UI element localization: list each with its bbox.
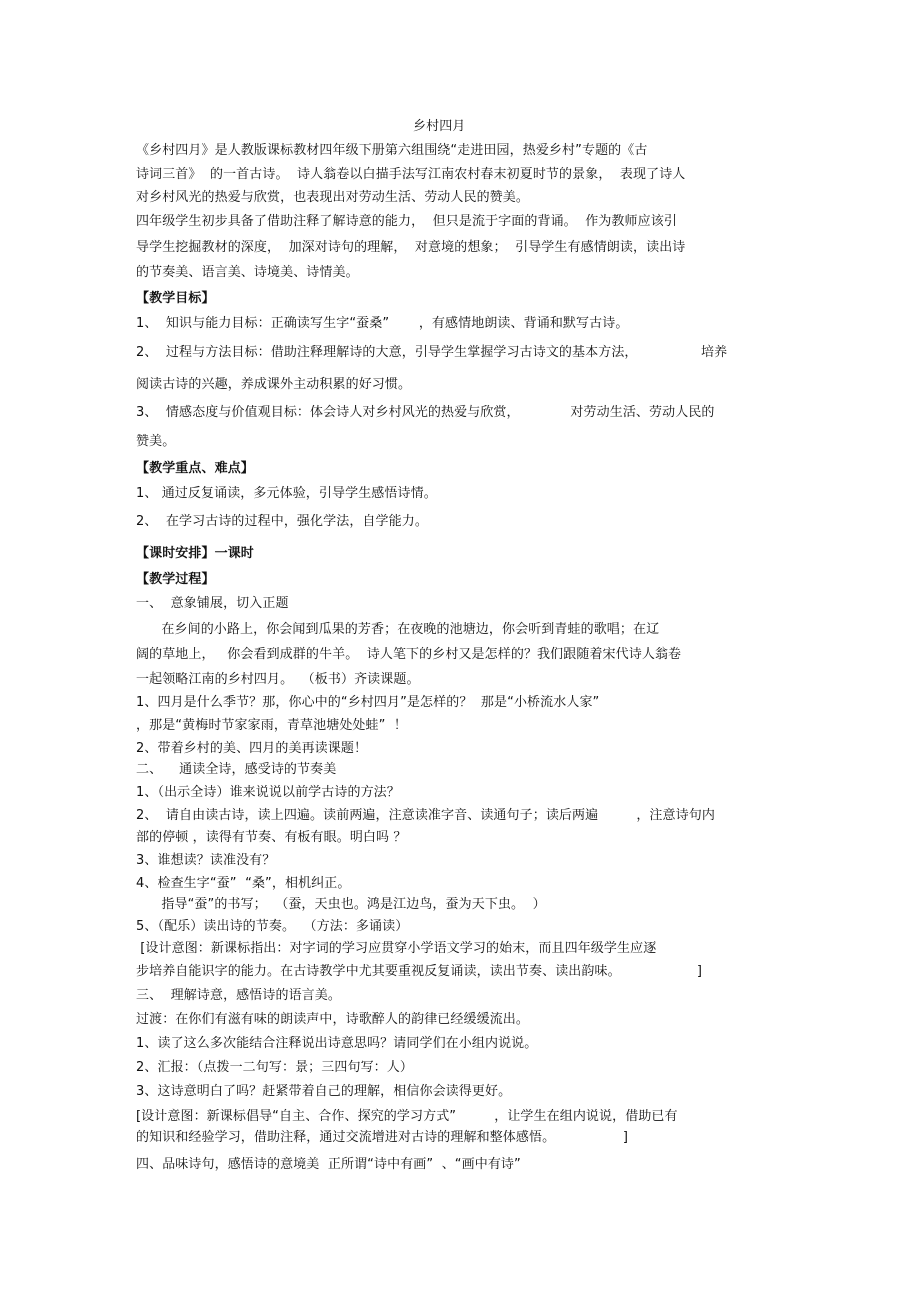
- document-title: 乡村四月: [413, 119, 466, 134]
- keypoint-line-2: 2、 在学习古诗的过程中，强化学法，自学能力。: [136, 514, 428, 529]
- process-line-5: ，那是“黄梅时节家家雨，青草池塘处处蛙” ！: [136, 718, 408, 733]
- process-line-13: 5、（配乐）读出诗的节奏。 （方法：多诵读）: [136, 919, 409, 934]
- intro-line-4: 四年级学生初步具备了借助注释了解诗意的能力， 但只是流于字面的背诵。 作为教师应该引: [136, 214, 677, 229]
- goal-line-3: 阅读古诗的兴趣，养成课外主动积累的好习惯。: [136, 377, 412, 392]
- goal-line-4: 3、 情感态度与价值观目标：体会诗人对乡村风光的热爱与欣赏， 对劳动生活、劳动人民的: [136, 405, 715, 420]
- process-line-1: 在乡间的小路上，你会闻到瓜果的芳香；在夜晚的池塘边，你会听到青蛙的歌唱；在辽: [136, 622, 660, 637]
- process-line-11: 4、检查生字“蚕” “桑”，相机纠正。: [136, 876, 351, 891]
- process-line-15: 1、读了这么多次能结合注释说出诗意思吗？请同学们在小组内说说。: [136, 1036, 538, 1051]
- process-step-2-heading: 二、 通读全诗，感受诗的节奏美: [136, 762, 337, 777]
- design-note-1-line-2: 步培养自能识字的能力。在古诗教学中尤其要重视反复诵读，读出节奏、读出韵味。 ]: [136, 964, 703, 979]
- intro-line-1: 《乡村四月》是人教版课标教材四年级下册第六组围绕“走进田园，热爱乡村”专题的《古: [136, 143, 648, 158]
- goal-line-5: 赞美。: [136, 434, 176, 449]
- process-line-17: 3、这诗意明白了吗？赶紧带着自己的理解，相信你会读得更好。: [136, 1084, 512, 1099]
- design-note-2-line-1: [设计意图：新课标倡导“自主、合作、探究的学习方式” ，让学生在组内说说，借助已有: [136, 1109, 678, 1124]
- section-heading-schedule: 【课时安排】一课时: [136, 546, 254, 561]
- process-step-3-heading: 三、 理解诗意，感悟诗的语言美。: [136, 988, 341, 1003]
- intro-line-2: 诗词三首》 的一首古诗。 诗人翁卷以白描手法写江南农村春末初夏时节的景象， 表现了诗人: [136, 167, 686, 182]
- process-line-16: 2、汇报：（点拨一二句写：景；三四句写：人）: [136, 1060, 413, 1075]
- design-note-2-line-2: 的知识和经验学习，借助注释，通过交流增进对古诗的理解和整体感悟。 ]: [136, 1130, 629, 1145]
- keypoint-line-1: 1、 通过反复诵读，多元体验，引导学生感悟诗情。: [136, 486, 437, 501]
- section-heading-keypoints: 【教学重点、难点】: [136, 461, 254, 476]
- process-line-10: 3、谁想读？读准没有？: [136, 853, 276, 868]
- process-line-8: 2、 请自由读古诗，读上四遍。读前两遍，注意读准字音、读通句子；读后两遍 ，注意诗句内: [136, 808, 715, 823]
- intro-line-5: 导学生挖掘教材的深度， 加深对诗句的理解， 对意境的想象； 引导学生有感情朗读，读出诗: [136, 240, 686, 255]
- section-heading-process: 【教学过程】: [136, 572, 215, 587]
- process-line-12: 指导“蚕”的书写； （蚕，天虫也。鸿是江边鸟，蚕为天下虫。 ）: [136, 897, 546, 912]
- intro-line-3: 对乡村风光的热爱与欣赏，也表现出对劳动生活、劳动人民的赞美。: [136, 190, 530, 205]
- process-line-9: 部的停顿 ，读得有节奏、有板有眼。明白吗 ？: [136, 830, 407, 845]
- goal-line-2: 2、 过程与方法目标：借助注释理解诗的大意，引导学生掌握学习古诗文的基本方法， 培养: [136, 345, 728, 360]
- process-step-4-heading: 四、品味诗句，感悟诗的意境美 正所谓“诗中有画” 、“画中有诗”: [136, 1157, 521, 1172]
- goal-line-1: 1、 知识与能力目标：正确读写生字“蚕桑” ，有感情地朗读、背诵和默写古诗。: [136, 316, 629, 331]
- section-heading-goals: 【教学目标】: [136, 291, 215, 306]
- intro-line-6: 的节奏美、语言美、诗境美、诗情美。: [136, 265, 359, 280]
- design-note-1-line-1: [设计意图：新课标指出：对字词的学习应贯穿小学语文学习的始末，而且四年级学生应逐: [136, 941, 657, 956]
- process-line-4: 1、四月是什么季节？那，你心中的“乡村四月”是怎样的？ 那是“小桥流水人家”: [136, 695, 600, 710]
- process-line-6: 2、带着乡村的美、四月的美再读课题！: [136, 741, 368, 756]
- process-line-2: 阔的草地上， 你会看到成群的牛羊。 诗人笔下的乡村又是怎样的？我们跟随着宋代诗人翁卷: [136, 647, 682, 662]
- process-step-1-heading: 一、 意象铺展，切入正题: [136, 596, 289, 611]
- process-line-7: 1、（出示全诗）谁来说说以前学古诗的方法？: [136, 785, 400, 800]
- process-line-3: 一起领略江南的乡村四月。 （板书）齐读课题。: [136, 672, 420, 687]
- process-line-14: 过渡：在你们有滋有味的朗读声中，诗歌醉人的韵律已经缓缓流出。: [136, 1012, 530, 1027]
